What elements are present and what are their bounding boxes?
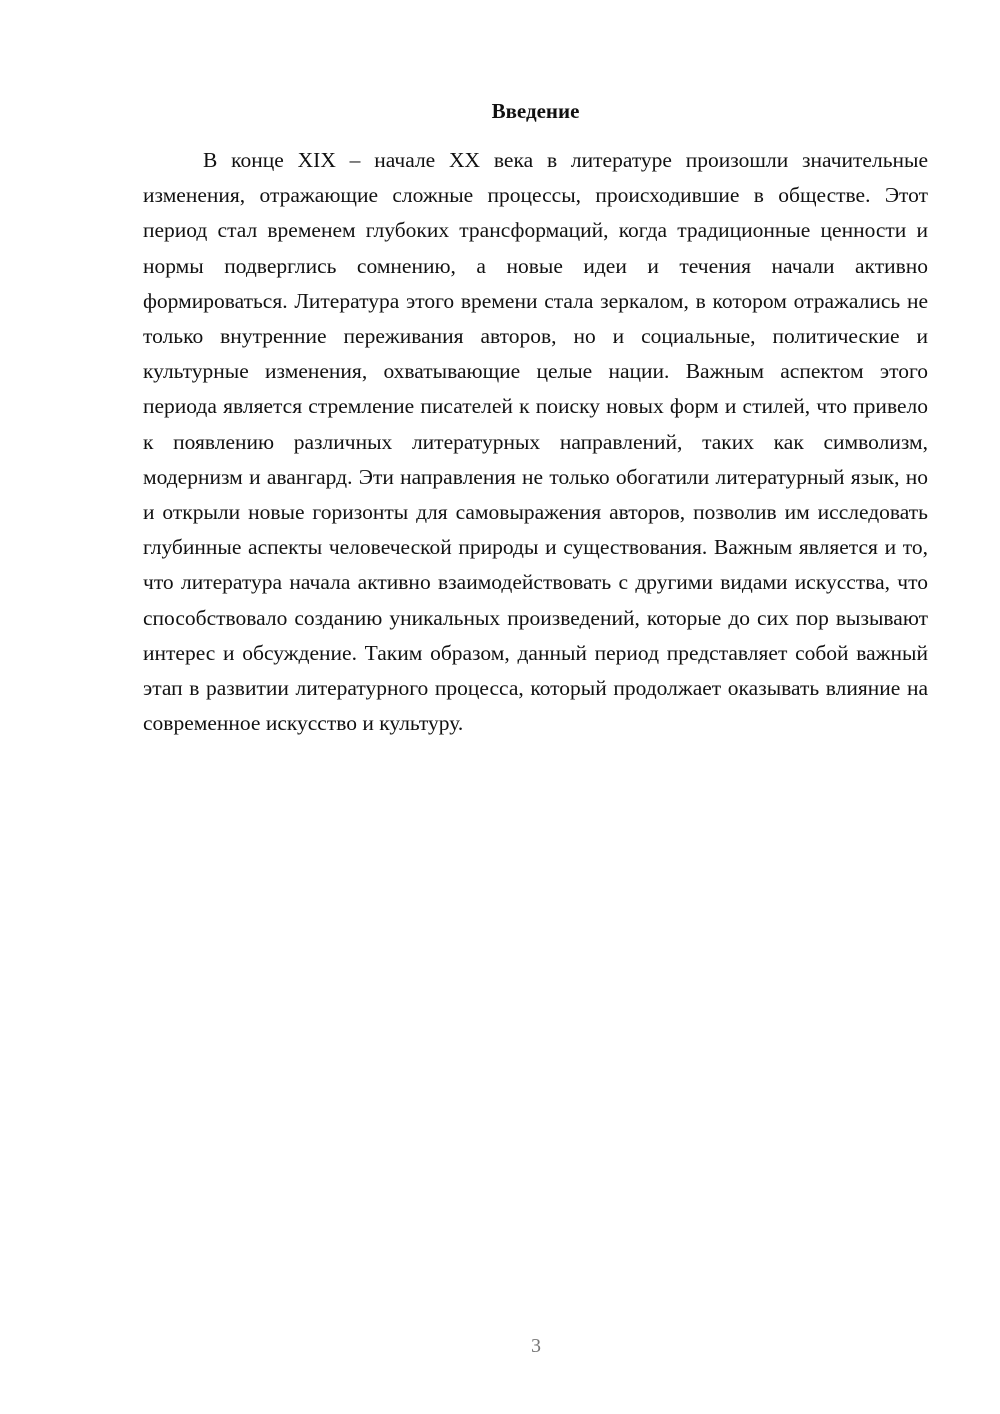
page-heading: Введение — [491, 99, 580, 123]
body-paragraph: В конце XIX – начале XX века в литературе произошли значительные изменения, отражающие сложные процессы, происходившие в обществе. Этот период стал временем глубоких трансформаций, когда традиционные ценности и нормы подверглись сомнению, а новые идеи и течения начали активно формироваться. Литература этого времени стала зеркалом, в котором отражались не только внутренние переживания авторов, но и социальные, политические и культурные изменения, охватывающие целые нации. Важным аспектом этого периода является стремление писателей к поиску новых форм и стилей, что привело к появлению различных литературных направлений, таких как символизм, модернизм и авангард. Эти направления не только обогатили литературный язык, но и открыли новые горизонты для самовыражения авторов, позволив им исследовать глубинные аспекты человеческой природы и существования. Важным является и то, что литература начала активно взаимодействовать с другими видами искусства, что способствовало созданию уникальных произведений, которые до сих пор вызывают интерес и обсуждение. Таким образом, данный период представляет собой важный этап в развитии литературного процесса, который продолжает оказывать влияние на современное искусство и культуру. — [143, 148, 928, 736]
page-number: 3 — [531, 1335, 541, 1357]
